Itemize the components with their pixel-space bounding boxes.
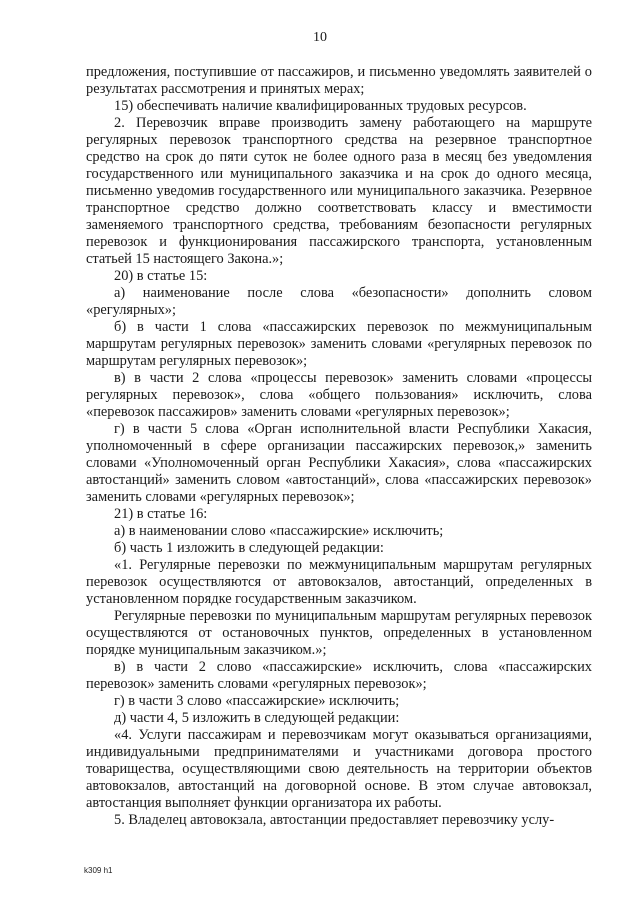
- paragraph: предложения, поступившие от пассажиров, и письменно уведомлять заявителей о результатах рассмотрения и принятых мерах;: [86, 64, 592, 97]
- paragraph: 2. Перевозчик вправе производить замену работающего на маршруте регулярных перевозок транспортного средства на резервное транспортное средство на срок до пяти суток не более одного раза в месяц без уведомления государственного или муниципального заказчика и на срок до одного месяца, письменно уведомив государственного или муниципального заказчика. Резервное транспортное средство должно соответствовать классу и вместимости заменяемого транспортного средства, требованиям безопасности регулярных перевозок и функционирования пассажирского транспорта, установленным статьей 15 настоящего Закона.»;: [86, 115, 592, 267]
- paragraph: б) в части 1 слова «пассажирских перевозок по межмуниципальным маршрутам регулярных перевозок» заменить словами «регулярных перевозок по маршрутам регулярных перевозок»;: [86, 319, 592, 369]
- paragraph: 20) в статье 15:: [114, 268, 208, 284]
- paragraph: а) в наименовании слово «пассажирские» исключить;: [114, 523, 444, 539]
- paragraph: «1. Регулярные перевозки по межмуниципальным маршрутам регулярных перевозок осуществляются от автовокзалов, автостанций, определенных в установленном порядке государственным заказчиком.: [86, 557, 592, 607]
- paragraph: 5. Владелец автовокзала, автостанции предоставляет перевозчику услу-: [114, 812, 555, 828]
- paragraph: 15) обеспечивать наличие квалифицированных трудовых ресурсов.: [114, 98, 527, 114]
- paragraph: б) часть 1 изложить в следующей редакции:: [114, 540, 384, 556]
- document-body: [86, 64, 592, 829]
- paragraph: г) в части 5 слова «Орган исполнительной власти Республики Хакасия, уполномоченный в сфере организации пассажирских перевозок,» заменить словами «Уполномоченный орган Республики Хакасия», слова «пассажирских автостанций» заменить словом «автостанций», слова «пассажирских перевозок» заменить словами «регулярных перевозок»;: [86, 421, 592, 505]
- paragraph: 21) в статье 16:: [114, 506, 208, 522]
- paragraph: а) наименование после слова «безопасности» дополнить словом «регулярных»;: [86, 285, 592, 318]
- paragraph: д) части 4, 5 изложить в следующей редакции:: [114, 710, 400, 726]
- paragraph: в) в части 2 слова «процессы перевозок» заменить словами «процессы регулярных перевозок», слова «общего пользования» исключить, слова «перевозок пассажиров» заменить словами «регулярных перевозок»;: [86, 370, 592, 420]
- page-number: 10: [313, 30, 327, 45]
- paragraph: Регулярные перевозки по муниципальным маршрутам регулярных перевозок осуществляются от остановочных пунктов, определенных в установленном порядке муниципальным заказчиком.»;: [86, 608, 592, 658]
- footer-code: k309 h1: [84, 866, 113, 875]
- paragraph: «4. Услуги пассажирам и перевозчикам могут оказываться организациями, индивидуальными предпринимателями и участниками договора простого товарищества, осуществляющими свою деятельность на территории объектов автовокзалов, автостанций на договорной основе. В этом случае автовокзал, автостанция выполняет функции организатора их работы.: [86, 727, 592, 811]
- paragraph: в) в части 2 слово «пассажирские» исключить, слова «пассажирских перевозок» заменить словами «регулярных перевозок»;: [86, 659, 592, 692]
- paragraph: г) в части 3 слово «пассажирские» исключить;: [114, 693, 400, 709]
